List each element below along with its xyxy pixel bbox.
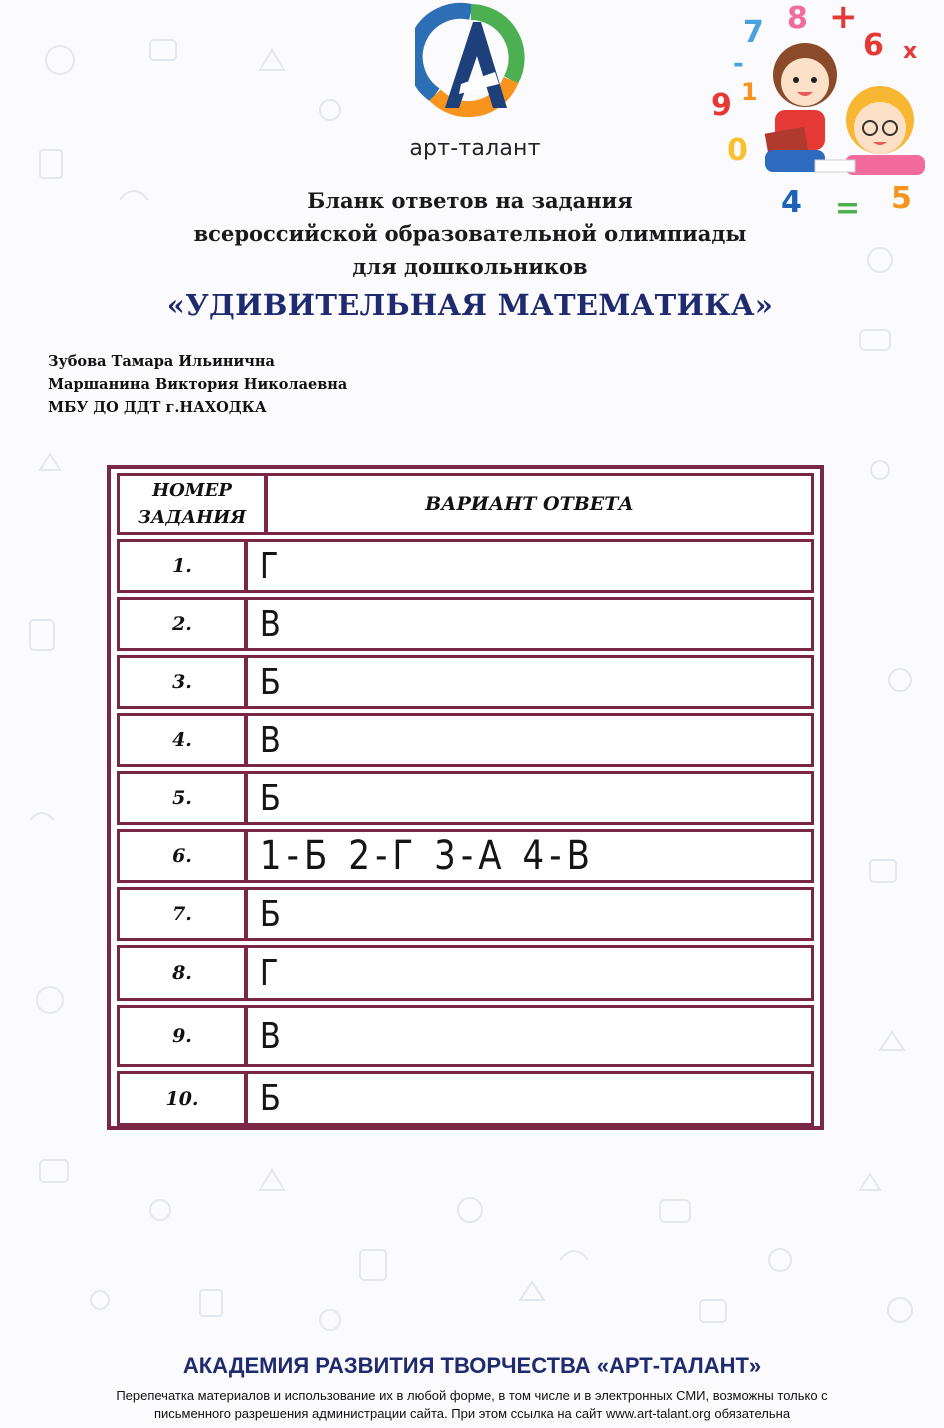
svg-text:9: 9	[711, 88, 732, 123]
task-number: 5.	[120, 774, 248, 822]
author-2: Маршанина Виктория Николаевна	[48, 376, 348, 393]
answer-field[interactable]: Б	[259, 1078, 281, 1119]
academy-name: АКАДЕМИЯ РАЗВИТИЯ ТВОРЧЕСТВА «АРТ-ТАЛАНТ»	[182, 1353, 762, 1378]
answer-field[interactable]: Б	[259, 893, 281, 935]
table-row	[117, 887, 814, 941]
table-row	[117, 713, 814, 767]
task-number: 1.	[120, 542, 248, 590]
olympiad-title: «УДИВИТЕЛЬНАЯ МАТЕМАТИКА»	[166, 288, 774, 322]
task-number: 7.	[120, 890, 248, 938]
title-line-1: Бланк ответов на задания	[307, 188, 633, 213]
svg-text:-: -	[733, 49, 744, 79]
svg-text:8: 8	[787, 1, 808, 36]
svg-text:4: 4	[781, 185, 802, 220]
title-block	[120, 184, 820, 327]
svg-text:x: x	[903, 39, 918, 64]
table-row	[117, 771, 814, 825]
copyright-note	[60, 1387, 884, 1423]
answer-field[interactable]: Г	[259, 545, 279, 587]
answer-field[interactable]: 1-Б 2-Г 3-А 4-В	[259, 833, 596, 879]
task-number: 2.	[120, 600, 248, 648]
task-number: 8.	[120, 948, 248, 998]
answer-field[interactable]: В	[259, 1015, 281, 1057]
table-header-row	[117, 473, 814, 535]
authors-block	[48, 350, 347, 419]
table-row	[117, 539, 814, 593]
svg-text:1: 1	[741, 78, 758, 106]
svg-text:=: =	[835, 191, 861, 220]
table-row	[117, 829, 814, 883]
svg-text:+: +	[829, 0, 858, 37]
organization: МБУ ДО ДДТ г.НАХОДКА	[48, 399, 267, 416]
copyright-note-line-2: письменного разрешения администрации сайта. При этом ссылка на сайт www.art-talant.org обязательна	[153, 1406, 791, 1421]
svg-text:5: 5	[891, 181, 912, 216]
art-talant-logo-icon	[415, 0, 527, 125]
answer-table	[107, 465, 824, 1130]
title-line-2: всероссийской образовательной олимпиады	[193, 221, 747, 246]
svg-text:7: 7	[743, 15, 764, 50]
answer-field[interactable]: Б	[259, 777, 281, 819]
brand-name: арт-талант	[409, 136, 541, 161]
answer-field[interactable]: Г	[259, 952, 279, 994]
header-answer-variant: ВАРИАНТ ОТВЕТА	[425, 492, 634, 515]
task-number: 9.	[120, 1008, 248, 1064]
answer-field[interactable]: В	[259, 719, 281, 761]
table-row	[117, 1005, 814, 1067]
task-number: 4.	[120, 716, 248, 764]
title-line-3: для дошкольников	[352, 254, 588, 279]
answer-field[interactable]: В	[259, 603, 281, 645]
answer-field[interactable]: Б	[259, 661, 281, 703]
table-row	[117, 655, 814, 709]
header-task-number: НОМЕР ЗАДАНИЯ	[120, 476, 268, 532]
copyright-note-line-1: Перепечатка материалов и использование их в любой форме, в том числе и в электронных СМИ, возможны только с	[116, 1388, 828, 1403]
table-row	[117, 597, 814, 651]
task-number: 3.	[120, 658, 248, 706]
svg-text:6: 6	[863, 28, 884, 63]
table-row	[117, 945, 814, 1001]
task-number: 6.	[120, 832, 248, 880]
table-row	[117, 1071, 814, 1126]
svg-text:0: 0	[727, 133, 748, 168]
author-1: Зубова Тамара Ильинична	[48, 353, 275, 370]
task-number: 10.	[120, 1074, 248, 1123]
